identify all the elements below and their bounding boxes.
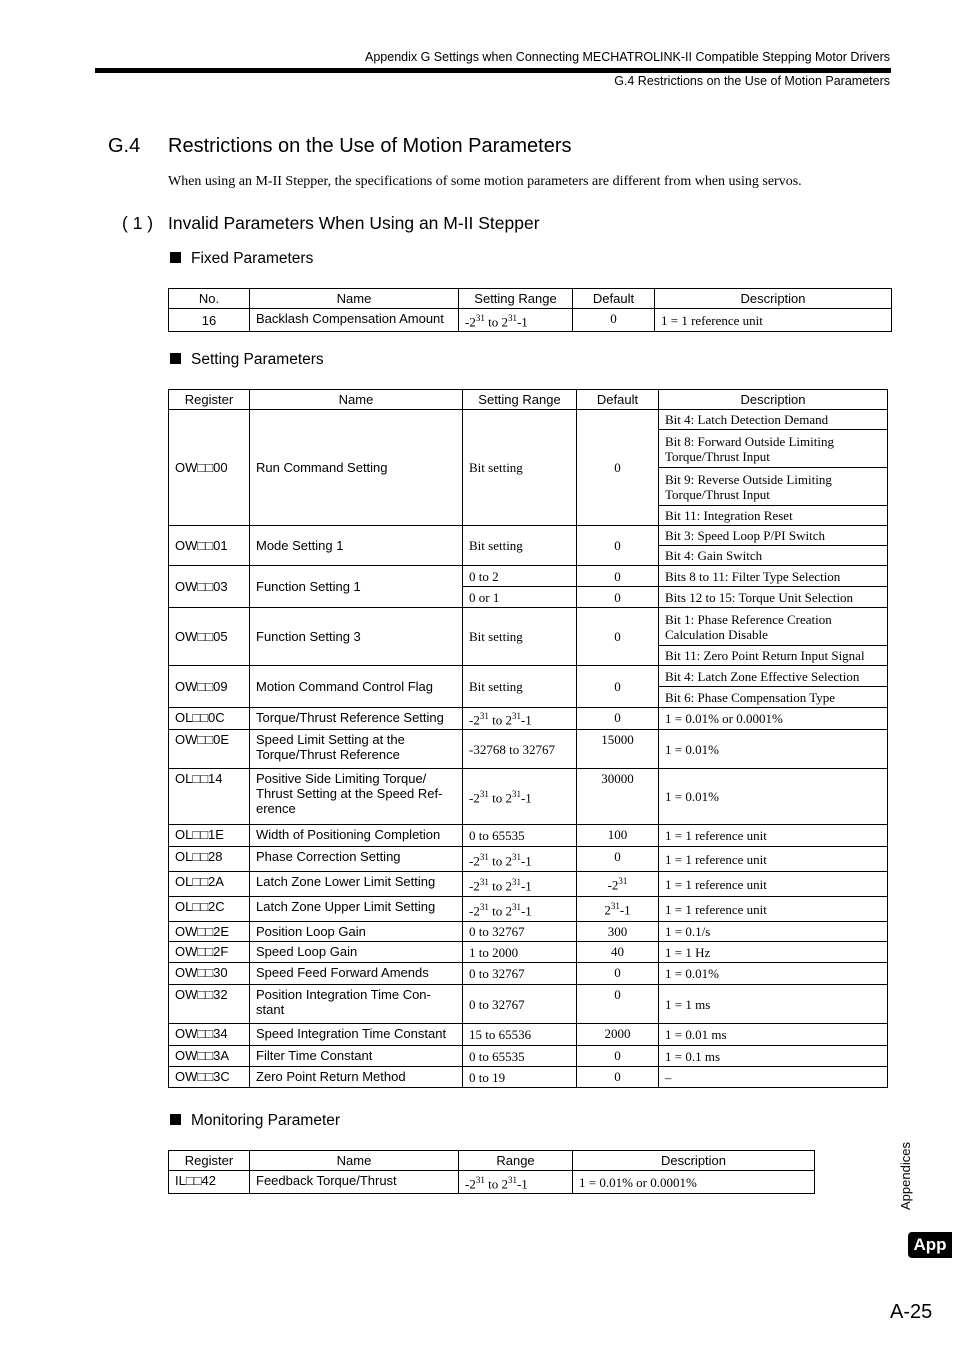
param-range: $-2^{31}$ to $2^{31}-1$ [463,769,577,825]
param-range: $-2^{31}$ to $2^{31}-1$ [459,1171,573,1194]
param-name: Position Integration Time Con- stant [250,985,463,1024]
setting-parameters-table [168,389,888,1088]
param-default: 0 [577,708,659,730]
param-range: 0 to 32767 [463,985,577,1024]
col-header: Register [169,1151,250,1171]
col-header: Name [250,1151,459,1171]
subsection-number: ( 1 ) [122,213,154,233]
param-range: 0 to 32767 [463,922,577,942]
param-name: Run Command Setting [250,410,463,526]
param-name: Function Setting 1 [250,566,463,608]
running-header-section: G.4 Restrictions on the Use of Motion Parameters [614,74,890,88]
table-row [169,769,888,825]
register: IL□□42 [169,1171,250,1194]
table-row [169,666,888,687]
param-default: $-2^{31}$ [577,872,659,897]
param-default: 0 [577,963,659,985]
param-default: 40 [577,942,659,963]
param-default: $2^{31}-1$ [577,897,659,922]
square-bullet-icon [170,1114,181,1125]
param-description: 1 = 1 Hz [659,942,888,963]
param-default: 0 [577,526,659,566]
section-title: Restrictions on the Use of Motion Parameters [168,135,572,157]
param-description: 1 = 1 ms [659,985,888,1024]
table-row [169,1046,888,1067]
table-row [169,730,888,769]
param-description: Bit 8: Forward Outside Limiting Torque/Thrust Input [659,430,888,468]
col-header: Register [169,390,250,410]
table-row [169,1067,888,1088]
param-range: 0 to 65535 [463,825,577,847]
table-row [169,608,888,646]
register: OL□□2C [169,897,250,922]
param-range: Bit setting [463,608,577,666]
param-default: 0 [577,666,659,708]
param-default: 300 [577,922,659,942]
param-name: Backlash Compensation Amount [250,309,459,332]
register: OW□□05 [169,608,250,666]
param-description: Bits 12 to 15: Torque Unit Selection [659,587,888,608]
page-number: A-25 [890,1301,933,1323]
param-name: Positive Side Limiting Torque/ Thrust Setting at the Speed Ref- erence [250,769,463,825]
table-header-row [169,289,892,309]
col-header: Setting Range [463,390,577,410]
param-range: Bit setting [463,666,577,708]
param-default: 0 [577,1046,659,1067]
param-default: 0 [577,608,659,666]
param-name: Speed Limit Setting at the Torque/Thrust Reference [250,730,463,769]
col-header: Range [459,1151,573,1171]
register: OW□□2E [169,922,250,942]
side-tab-label: Appendices [898,1142,913,1210]
monitoring-heading-text: Monitoring Parameter [191,1112,341,1129]
col-header: Name [250,390,463,410]
table-row [169,985,888,1024]
register: OL□□1E [169,825,250,847]
param-description: Bit 11: Zero Point Return Input Signal [659,646,888,666]
param-range: 0 to 19 [463,1067,577,1088]
param-range: 0 to 32767 [463,963,577,985]
param-description: 1 = 1 reference unit [659,847,888,872]
param-range: 0 to 65535 [463,1046,577,1067]
col-header: Setting Range [459,289,573,309]
param-default: 100 [577,825,659,847]
param-no: 16 [169,309,250,332]
register: OL□□28 [169,847,250,872]
param-name: Feedback Torque/Thrust [250,1171,459,1194]
table-row [169,410,888,430]
param-name: Mode Setting 1 [250,526,463,566]
param-description: Bits 8 to 11: Filter Type Selection [659,566,888,587]
col-header: Description [573,1151,815,1171]
param-name: Motion Command Control Flag [250,666,463,708]
col-header: Description [655,289,892,309]
table-row [169,708,888,730]
param-name: Speed Loop Gain [250,942,463,963]
param-default: 30000 [577,769,659,825]
col-header: Default [573,289,655,309]
param-default: 2000 [577,1024,659,1046]
param-description: Bit 4: Gain Switch [659,546,888,566]
col-header: Default [577,390,659,410]
param-description: 1 = 0.01% or 0.0001% [659,708,888,730]
param-range: $-2^{31}$ to $2^{31}-1$ [463,708,577,730]
param-default: 15000 [577,730,659,769]
register: OW□□3A [169,1046,250,1067]
param-default: 0 [577,410,659,526]
register: OW□□30 [169,963,250,985]
param-default: 0 [577,847,659,872]
table-row [169,1024,888,1046]
param-description: 1 = 0.01% [659,730,888,769]
param-default: 0 [577,566,659,587]
register: OW□□34 [169,1024,250,1046]
param-range: Bit setting [463,410,577,526]
param-description: 1 = 0.1 ms [659,1046,888,1067]
param-default: 0 [577,587,659,608]
param-range: -32768 to 32767 [463,730,577,769]
register: OW□□3C [169,1067,250,1088]
param-name: Latch Zone Upper Limit Setting [250,897,463,922]
param-name: Function Setting 3 [250,608,463,666]
table-row [169,847,888,872]
param-range: 0 to 2 [463,566,577,587]
param-range: Bit setting [463,526,577,566]
register: OW□□0E [169,730,250,769]
table-header-row [169,390,888,410]
param-description: 1 = 1 reference unit [655,309,892,332]
header-rule [95,68,891,73]
setting-parameters-heading [170,351,324,369]
param-description: 1 = 1 reference unit [659,897,888,922]
param-range: 1 to 2000 [463,942,577,963]
param-name: Phase Correction Setting [250,847,463,872]
square-bullet-icon [170,252,181,263]
param-range: $-2^{31}$ to $2^{31}-1$ [463,847,577,872]
param-range: $-2^{31}$ to $2^{31}-1$ [459,309,573,332]
col-header: Name [250,289,459,309]
param-description: 1 = 1 reference unit [659,825,888,847]
param-description: Bit 4: Latch Detection Demand [659,410,888,430]
col-header: No. [169,289,250,309]
table-row [169,566,888,587]
setting-heading-text: Setting Parameters [191,351,324,368]
table-row [169,825,888,847]
param-description: Bit 1: Phase Reference Creation Calculation Disable [659,608,888,646]
param-description: Bit 9: Reverse Outside Limiting Torque/Thrust Input [659,468,888,506]
param-description: Bit 4: Latch Zone Effective Selection [659,666,888,687]
table-row [169,309,892,332]
register: OW□□09 [169,666,250,708]
register: OW□□2F [169,942,250,963]
param-default: 0 [577,1067,659,1088]
subsection-title: Invalid Parameters When Using an M-II Stepper [168,213,540,233]
app-badge: App [908,1232,952,1258]
param-description: Bit 6: Phase Compensation Type [659,687,888,708]
param-name: Speed Integration Time Constant [250,1024,463,1046]
param-description: 1 = 0.01% or 0.0001% [573,1171,815,1194]
param-description: 1 = 0.01 ms [659,1024,888,1046]
param-description: Bit 3: Speed Loop P/PI Switch [659,526,888,546]
table-header-row [169,1151,815,1171]
param-range: $-2^{31}$ to $2^{31}-1$ [463,897,577,922]
param-name: Speed Feed Forward Amends [250,963,463,985]
param-description: 1 = 0.1/s [659,922,888,942]
fixed-parameters-table [168,288,892,332]
register: OW□□03 [169,566,250,608]
table-row [169,963,888,985]
param-description: 1 = 0.01% [659,769,888,825]
section-intro: When using an M-II Stepper, the specifications of some motion parameters are different from when using servos. [168,174,802,189]
col-header: Description [659,390,888,410]
monitoring-parameter-heading [170,1112,340,1130]
section-number: G.4 [108,135,141,157]
param-description: Bit 11: Integration Reset [659,506,888,526]
table-row [169,897,888,922]
param-range: $-2^{31}$ to $2^{31}-1$ [463,872,577,897]
param-range: 0 or 1 [463,587,577,608]
param-description: – [659,1067,888,1088]
param-description: 1 = 1 reference unit [659,872,888,897]
register: OW□□32 [169,985,250,1024]
monitoring-parameter-table [168,1150,815,1194]
param-name: Zero Point Return Method [250,1067,463,1088]
register: OL□□0C [169,708,250,730]
table-row [169,922,888,942]
param-default: 0 [573,309,655,332]
register: OL□□2A [169,872,250,897]
param-name: Latch Zone Lower Limit Setting [250,872,463,897]
fixed-heading-text: Fixed Parameters [191,250,314,267]
param-name: Filter Time Constant [250,1046,463,1067]
param-description: 1 = 0.01% [659,963,888,985]
table-row [169,942,888,963]
running-header-title: Appendix G Settings when Connecting MECHATROLINK-II Compatible Stepping Motor Drivers [365,50,890,64]
param-default: 0 [577,985,659,1024]
param-name: Width of Positioning Completion [250,825,463,847]
register: OW□□00 [169,410,250,526]
table-row [169,526,888,546]
param-name: Position Loop Gain [250,922,463,942]
param-range: 15 to 65536 [463,1024,577,1046]
register: OL□□14 [169,769,250,825]
param-name: Torque/Thrust Reference Setting [250,708,463,730]
table-row [169,872,888,897]
table-row [169,1171,815,1194]
register: OW□□01 [169,526,250,566]
fixed-parameters-heading [170,250,313,268]
square-bullet-icon [170,353,181,364]
